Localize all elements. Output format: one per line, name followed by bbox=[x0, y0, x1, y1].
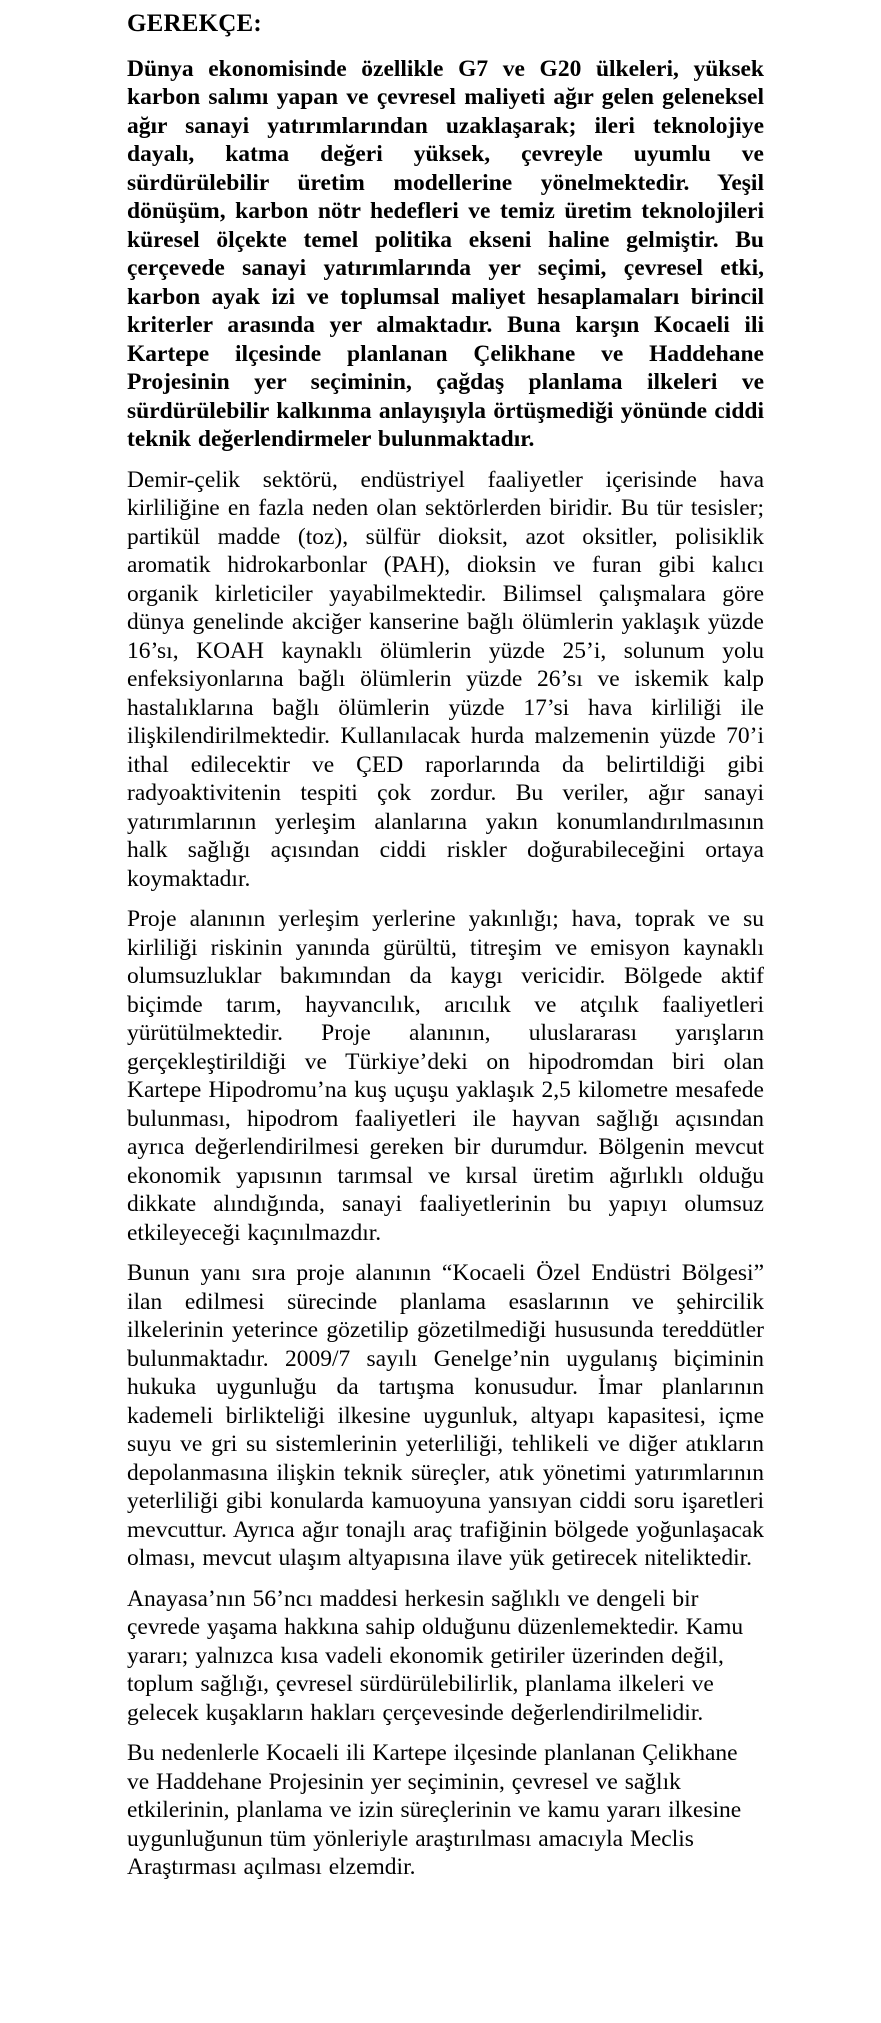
paragraph-conclusion-parliamentary-inquiry: Bu nedenlerle Kocaeli ili Kartepe ilçesinde planlanan Çelikhane ve Haddehane Projesinin yer seçiminin, çevresel ve sağlık etkilerinin, planlama ve izin süreçlerinin ve kamu yararı ilkesine uygunluğunun tüm yönleriyle araştırılması amacıyla Meclis Araştırması açılması elzemdir. bbox=[127, 1740, 742, 1881]
paragraph-industrial-zone-planning: Bunun yanı sıra proje alanının “Kocaeli Özel Endüstri Bölgesi” ilan edilmesi sürecinde planlama esaslarının ve şehircilik ilkelerinin yeterince gözetilip gözetilmediği hususunda tereddütler bulunmaktadır. 2009/7 sayılı Genelge’nin uygulanış biçiminin hukuka uygunluğu da tartışma konusudur. İmar planlarının kademeli birlikteliği ilkesine uygunluk, altyapı kapasitesi, içme suyu ve gri su sistemlerinin yeterliliği, tehlikeli ve diğer atıkların depolanmasına ilişkin teknik süreçler, atık yönetimi yatırımlarının yeterliliği gibi konularda kamuoyuna yansıyan ciddi soru işaretleri mevcuttur. Ayrıca ağır tonajlı araç trafiğinin bölgede yoğunlaşacak olması, mevcut ulaşım altyapısına ilave yük getirecek niteliktedir. bbox=[127, 1260, 764, 1572]
paragraph-constitution-article-56: Anayasa’nın 56’ncı maddesi herkesin sağlıklı ve dengeli bir çevrede yaşama hakkına sahip olduğunu düzenlemektedir. Kamu yararı; yalnızca kısa vadeli ekonomik getiriler üzerinden değil, toplum sağlığı, çevresel sürdürülebilirlik, planlama ilkeleri ve gelecek kuşakların hakları çerçevesinde değerlendirilmelidir. bbox=[127, 1585, 744, 1726]
paragraph-steel-sector-health: Demir-çelik sektörü, endüstriyel faaliyetler içerisinde hava kirliliğine en fazla neden olan sektörlerden biridir. Bu tür tesisler; partikül madde (toz), sülfür dioksit, azot oksitler, polisiklik aromatik hidrokarbonlar (PAH), dioksin ve furan gibi kalıcı organik kirleticiler yayabilmektedir. Bilimsel çalışmalara göre dünya genelinde akciğer kanserine bağlı ölümlerin yaklaşık yüzde 16’sı, KOAH kaynaklı ölümlerin yüzde 25’i, solunum yolu enfeksiyonlarına bağlı ölümlerin yüzde 26’sı ve iskemik kalp hastalıklarına bağlı ölümlerin yüzde 17’si hava kirliliği ile ilişkilendirilmektedir. Kullanılacak hurda malzemenin yüzde 70’i ithal edilecektir ve ÇED raporlarında da belirtildiği gibi radyoaktivitenin tespiti çok zordur. Bu veriler, ağır sanayi yatırımlarının yerleşim alanlarına yakın konumlandırılmasının halk sağlığı açısından ciddi riskler doğurabileceğini ortaya koymaktadır. bbox=[127, 466, 764, 892]
document-body bbox=[127, 10, 764, 1882]
paragraph-justification-intro: Dünya ekonomisinde özellikle G7 ve G20 ülkeleri, yüksek karbon salımı yapan ve çevresel maliyeti ağır gelen geleneksel ağır sanayi yatırımlarından uzaklaşarak; ileri teknolojiye dayalı, katma değeri yüksek, çevreyle uyumlu ve sürdürülebilir üretim modellerine yönelmektedir. Yeşil dönüşüm, karbon nötr hedefleri ve temiz üretim teknolojileri küresel ölçekte temel politika ekseni haline gelmiştir. Bu çerçevede sanayi yatırımlarında yer seçimi, çevresel etki, karbon ayak izi ve toplumsal maliyet hesaplamaları birincil kriterler arasında yer almaktadır. Buna karşın Kocaeli ili Kartepe ilçesinde planlanan Çelikhane ve Haddehane Projesinin yer seçiminin, çağdaş planlama ilkeleri ve sürdürülebilir kalkınma anlayışıyla örtüşmediği yönünde ciddi teknik değerlendirmeler bulunmaktadır. bbox=[127, 55, 764, 453]
document-heading: GEREKÇE: bbox=[127, 10, 262, 37]
paragraph-project-area-proximity: Proje alanının yerleşim yerlerine yakınlığı; hava, toprak ve su kirliliği riskinin yanında gürültü, titreşim ve emisyon kaynaklı olumsuzluklar bakımından da kaygı vericidir. Bölgede aktif biçimde tarım, hayvancılık, arıcılık ve atçılık faaliyetleri yürütülmektedir. Proje alanının, uluslararası yarışların gerçekleştirildiği ve Türkiye’deki on hipodromdan biri olan Kartepe Hipodromu’na kuş uçuşu yaklaşık 2,5 kilometre mesafede bulunması, hipodrom faaliyetleri ile hayvan sağlığı açısından ayrıca değerlendirilmesi gereken bir durumdur. Bölgenin mevcut ekonomik yapısının tarımsal ve kırsal üretim ağırlıklı olduğu dikkate alındığında, sanayi faaliyetlerinin bu yapıyı olumsuz etkileyeceği kaçınılmazdır. bbox=[127, 906, 764, 1246]
